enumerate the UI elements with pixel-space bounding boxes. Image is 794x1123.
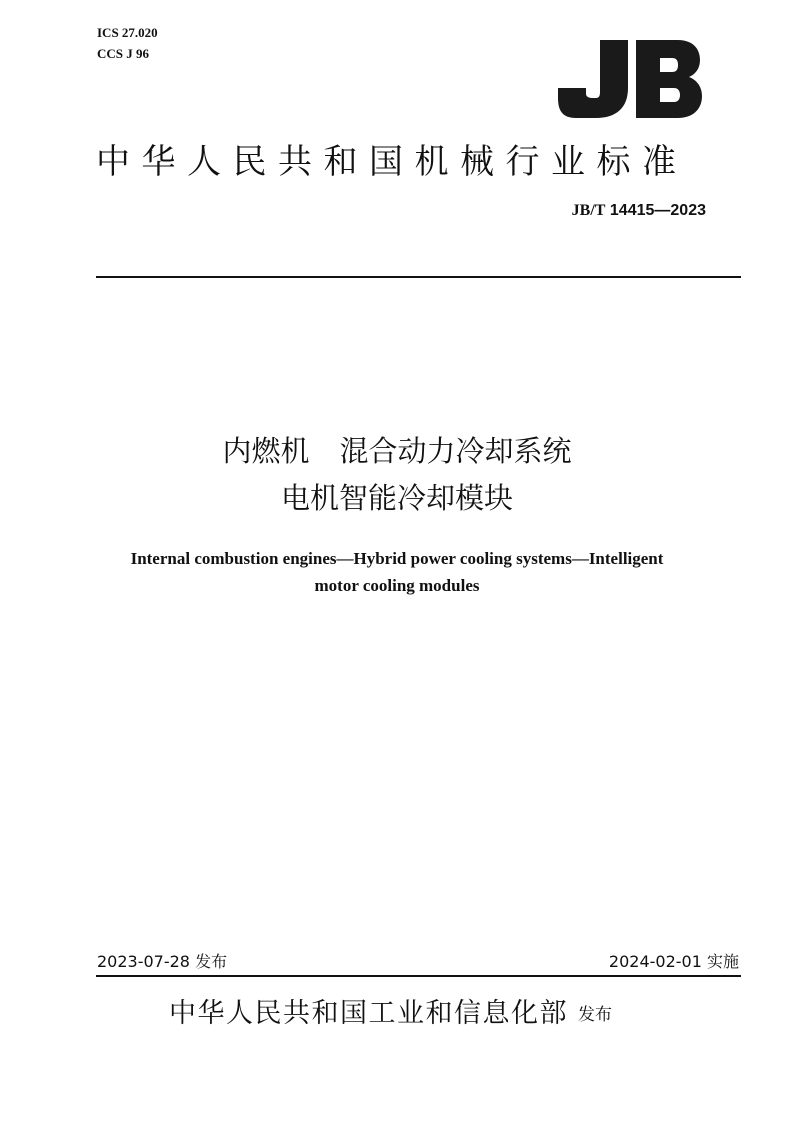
issuer-action: 发布	[578, 1005, 612, 1025]
issue-date	[97, 952, 227, 972]
jb-logo	[556, 36, 702, 120]
implementation-date-label: 实施	[706, 952, 739, 971]
title-cn-line-1	[0, 431, 794, 471]
title-cn-part-1: 内燃机	[222, 434, 310, 468]
jb-logo-b	[636, 40, 702, 118]
top-divider	[96, 276, 741, 278]
issuer-name: 中华人民共和国工业和信息化部	[169, 998, 568, 1029]
issue-date-value: 2023-07-28	[97, 952, 190, 971]
standard-number-value: 14415—2023	[609, 202, 706, 219]
title-cn-line-2: 电机智能冷却模块	[280, 481, 513, 515]
ics-code: ICS 27.020	[97, 25, 158, 40]
issue-date-label: 发布	[195, 952, 228, 971]
bottom-divider	[96, 975, 741, 977]
title-cn-part-2: 混合动力冷却系统	[339, 434, 572, 468]
industry-standard-title: 中华人民共和国机械行业标准	[96, 142, 688, 182]
implementation-date-value: 2024-02-01	[608, 952, 702, 971]
title-en-line-1: Internal combustion engines—Hybrid power cooling systems—Intelligent	[130, 549, 664, 568]
title-en-line-2: motor cooling modules	[314, 576, 480, 595]
issuer	[169, 997, 612, 1034]
implementation-date	[609, 952, 739, 972]
jb-logo-j	[558, 40, 628, 118]
standard-number-prefix: JB/T	[571, 202, 606, 219]
ccs-code: CCS J 96	[97, 46, 150, 61]
standard-number	[572, 201, 706, 221]
